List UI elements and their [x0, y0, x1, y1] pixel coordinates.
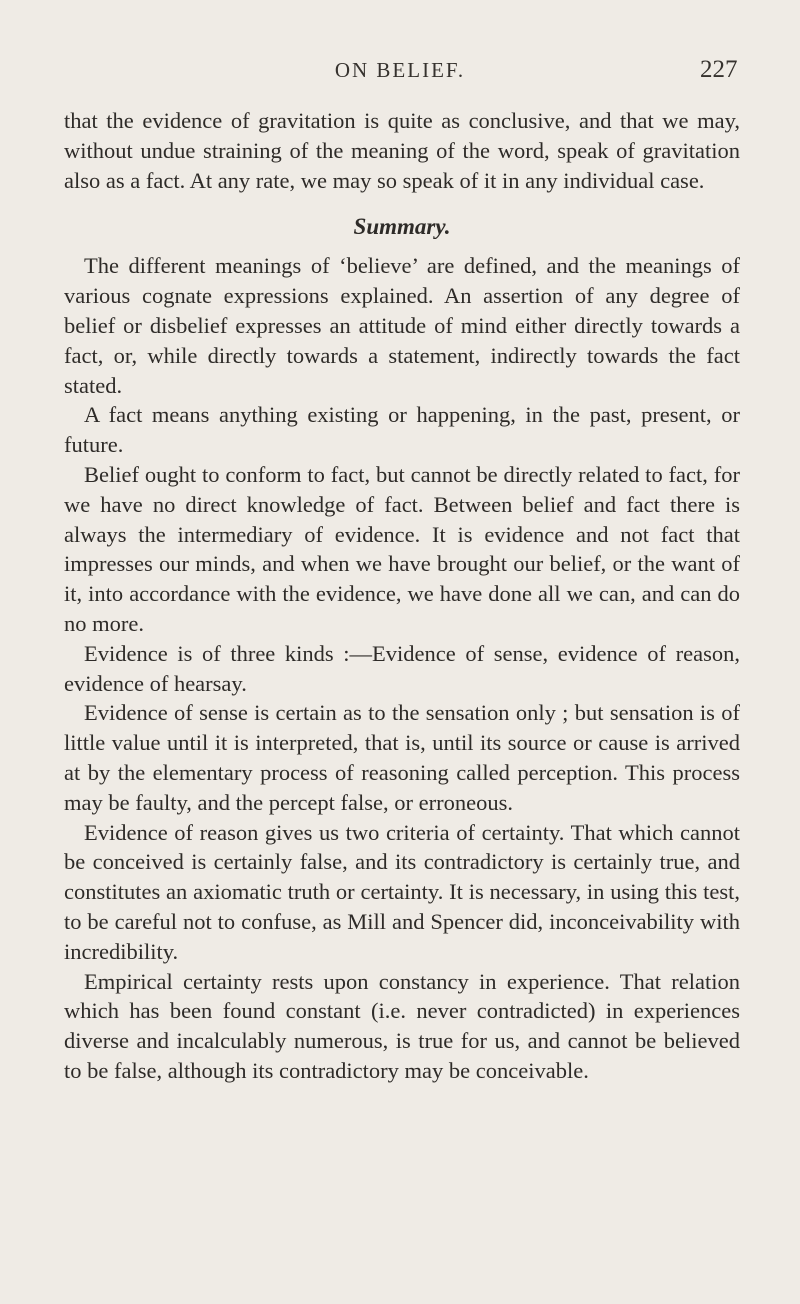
page-number: 227 — [700, 56, 738, 83]
summary-paragraph: Evidence of reason gives us two criteria of certainty. That which cannot be conceived is certainly false, and its contradictory is certainly true, and constitutes an axiomatic truth or certainty. It is necessary, in using this test, to be careful not to confuse, as Mill and Spencer did, inconceivability with incredibility. — [64, 819, 740, 964]
summary-paragraph: The different meanings of ‘believe’ are defined, and the meanings of various cognate expressions explained. An assertion of any degree of belief or disbelief expresses an attitude of mind either directly towards a fact, or, while directly towards a statement, indirectly towards the fact stated. — [64, 253, 740, 398]
summary-paragraph: Empirical certainty rests upon constancy in experience. That relation which has been found constant (i.e. never contradicted) in experiences diverse and incalculably numerous, is true for us, and cannot be believed to be false, although its contradictory may be conceivable. — [64, 968, 740, 1083]
opening-paragraph: that the evidence of gravitation is quite as conclusive, and that we may, without undue straining of the meaning of the word, speak of gravitation also as a fact. At any rate, we may so speak of it in any individual case. — [64, 108, 740, 193]
summary-paragraph: Belief ought to conform to fact, but cannot be directly related to fact, for we have no direct knowledge of fact. Between belief and fact there is always the intermediary of evidence. It is evidence and not fact that impresses our minds, and when we have brought our belief, or the want of it, into accordance with the evidence, we have done all we can, and can do no more. — [64, 461, 740, 636]
summary-paragraph: Evidence of sense is certain as to the sensation only ; but sensation is of little value until it is interpreted, that is, until its source or cause is arrived at by the elementary process of reasoning called perception. This process may be faulty, and the percept false, or erroneous. — [64, 700, 740, 815]
summary-paragraph: Evidence is of three kinds :—Evidence of sense, evidence of reason, evidence of hearsay. — [64, 640, 740, 696]
summary-heading: Summary. — [353, 214, 451, 240]
running-title: ON BELIEF. — [334, 58, 466, 82]
summary-paragraph: A fact means anything existing or happening, in the past, present, or future. — [64, 402, 740, 458]
running-head — [0, 58, 800, 88]
body-text — [64, 106, 740, 1086]
